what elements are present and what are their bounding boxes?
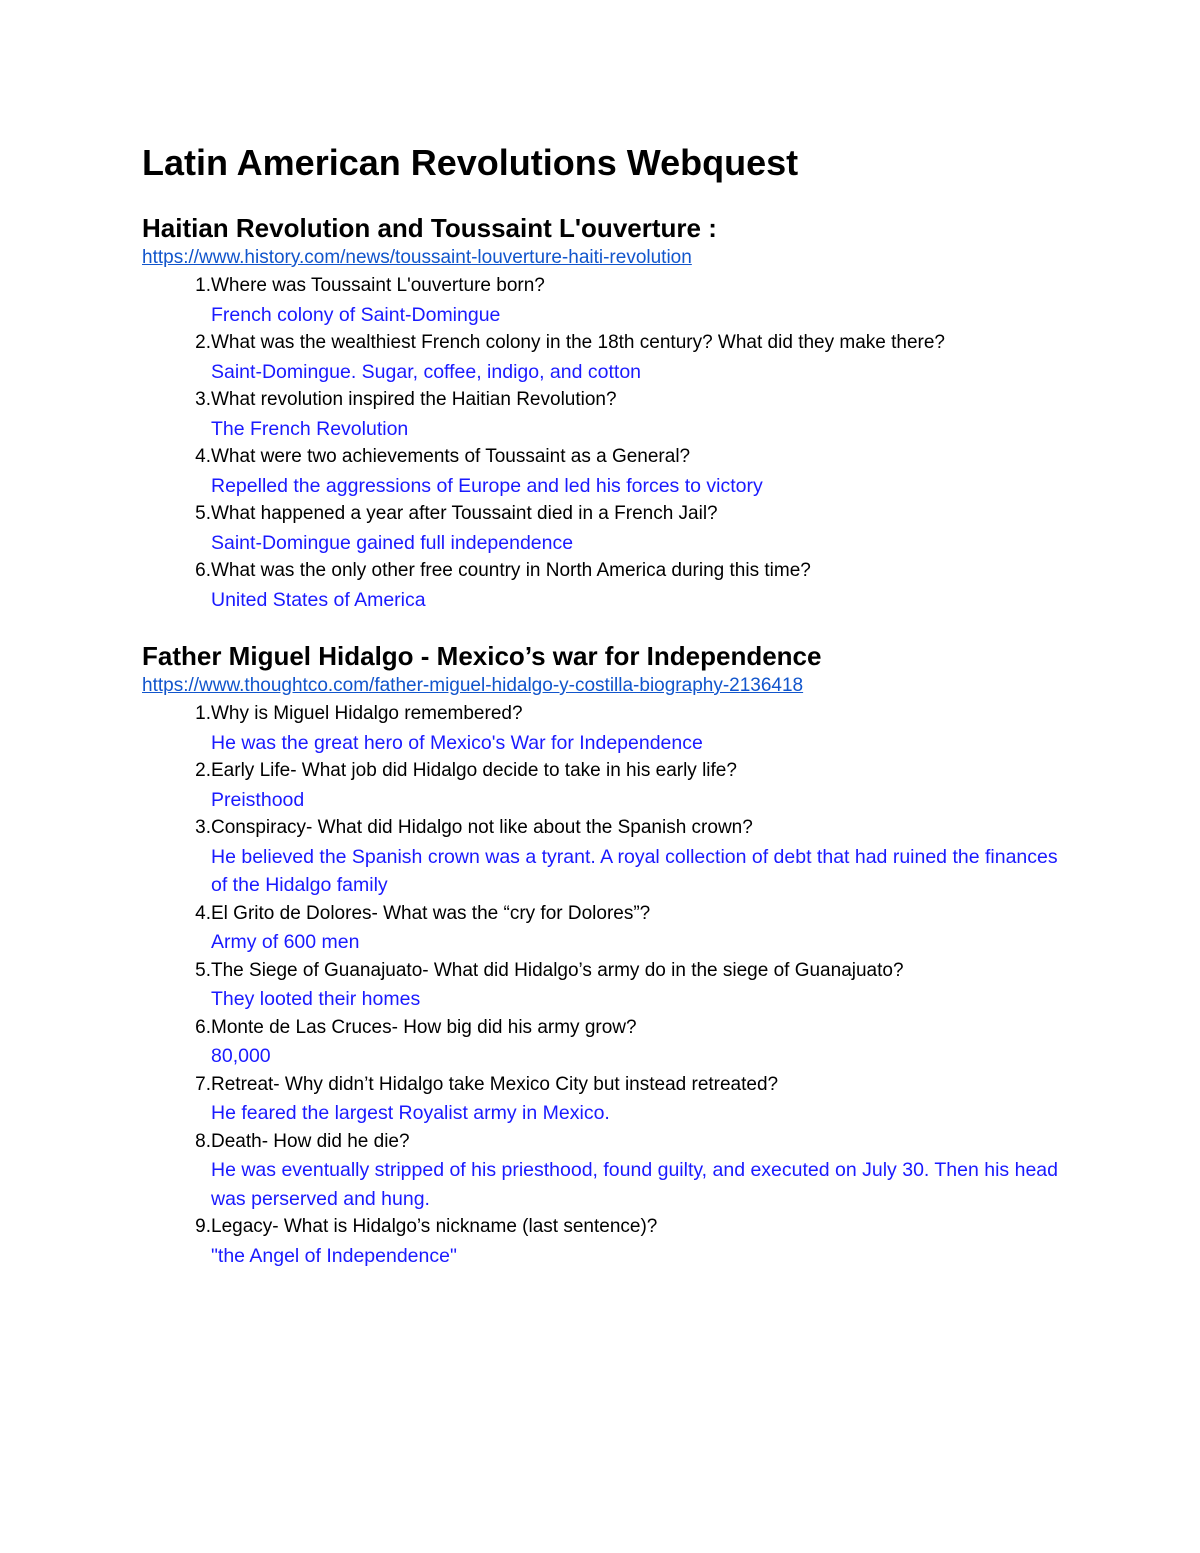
answer-text: The French Revolution: [211, 417, 409, 440]
question-text: The Siege of Guanajuato- What did Hidalgo’s army do in the siege of Guanajuato?: [211, 959, 904, 981]
question-text: What was the only other free country in North America during this time?: [211, 560, 811, 581]
question-number: 1.: [195, 275, 211, 296]
question-list: [142, 272, 1062, 614]
question-text: What were two achievements of Toussaint as a General?: [211, 446, 691, 467]
question-text: Retreat- Why didn’t Hidalgo take Mexico City but instead retreated?: [211, 1073, 779, 1095]
answer-text: Saint-Domingue. Sugar, coffee, indigo, and cotton: [211, 360, 642, 383]
answer-text: He believed the Spanish crown was a tyrant. A royal collection of debt that had ruined the finances of the Hidalgo family: [211, 845, 1058, 896]
question-item: [142, 1014, 1062, 1071]
question-text: Why is Miguel Hidalgo remembered?: [211, 703, 523, 724]
answer-text: "the Angel of Independence": [211, 1244, 457, 1267]
question-item: [142, 957, 1062, 1014]
question-item: [142, 814, 1062, 900]
question-item: [142, 386, 1062, 443]
question-text: What was the wealthiest French colony in the 18th century? What did they make there?: [211, 332, 945, 353]
question-item: [142, 329, 1062, 386]
answer-text: Repelled the aggressions of Europe and led his forces to victory: [211, 474, 763, 497]
answer-text: He was eventually stripped of his priesthood, found guilty, and executed on July 30. Then his head was perserved and hung.: [211, 1159, 1058, 1210]
answer-text: Preisthood: [211, 788, 305, 811]
question-number: 3.: [195, 389, 211, 410]
question-item: [142, 757, 1062, 814]
section-heading: Father Miguel Hidalgo - Mexico’s war for Independence: [142, 641, 822, 671]
question-number: 4.: [195, 446, 211, 467]
question-list: [142, 700, 1062, 1270]
answer-text: They looted their homes: [211, 988, 421, 1010]
question-item: [142, 500, 1062, 557]
question-text: Monte de Las Cruces- How big did his army grow?: [211, 1016, 637, 1038]
question-number: 1.: [195, 703, 211, 724]
question-item: [142, 900, 1062, 957]
question-item: [142, 1213, 1062, 1270]
question-item: [142, 443, 1062, 500]
answer-text: He feared the largest Royalist army in Mexico.: [211, 1102, 610, 1124]
question-number: 2.: [195, 760, 211, 781]
document-page: [142, 140, 1062, 1270]
answer-text: 80,000: [211, 1045, 271, 1067]
question-number: 7.: [195, 1073, 211, 1095]
question-text: Where was Toussaint L'ouverture born?: [211, 275, 545, 296]
source-link[interactable]: https://www.history.com/news/toussaint-louverture-haiti-revolution: [142, 247, 692, 268]
answer-text: French colony of Saint-Domingue: [211, 303, 501, 326]
question-number: 8.: [195, 1130, 211, 1152]
question-number: 6.: [195, 560, 211, 581]
answer-text: He was the great hero of Mexico's War for Independence: [211, 731, 703, 754]
question-item: [142, 1128, 1062, 1214]
question-text: Early Life- What job did Hidalgo decide to take in his early life?: [211, 760, 737, 781]
source-link[interactable]: https://www.thoughtco.com/father-miguel-hidalgo-y-costilla-biography-2136418: [142, 675, 804, 696]
question-text: Death- How did he die?: [211, 1130, 410, 1152]
question-text: What happened a year after Toussaint died in a French Jail?: [211, 503, 718, 524]
question-text: Legacy- What is Hidalgo’s nickname (last sentence)?: [211, 1216, 658, 1237]
section-heading: Haitian Revolution and Toussaint L'ouverture :: [142, 213, 717, 243]
document-title: Latin American Revolutions Webquest: [142, 142, 799, 183]
section-miguel-hidalgo: [142, 640, 1062, 1270]
answer-text: Army of 600 men: [211, 931, 360, 953]
question-number: 4.: [195, 902, 211, 924]
answer-text: Saint-Domingue gained full independence: [211, 531, 574, 554]
question-number: 3.: [195, 817, 211, 838]
question-number: 2.: [195, 332, 211, 353]
question-text: Conspiracy- What did Hidalgo not like about the Spanish crown?: [211, 817, 753, 838]
question-item: [142, 1071, 1062, 1128]
question-item: [142, 272, 1062, 329]
question-number: 9.: [195, 1216, 211, 1237]
question-item: [142, 557, 1062, 614]
question-item: [142, 700, 1062, 757]
question-text: What revolution inspired the Haitian Revolution?: [211, 389, 617, 410]
question-number: 6.: [195, 1016, 211, 1038]
question-number: 5.: [195, 503, 211, 524]
question-number: 5.: [195, 959, 211, 981]
answer-text: United States of America: [211, 588, 426, 611]
section-haitian-revolution: [142, 212, 1062, 614]
question-text: El Grito de Dolores- What was the “cry for Dolores”?: [211, 902, 651, 924]
